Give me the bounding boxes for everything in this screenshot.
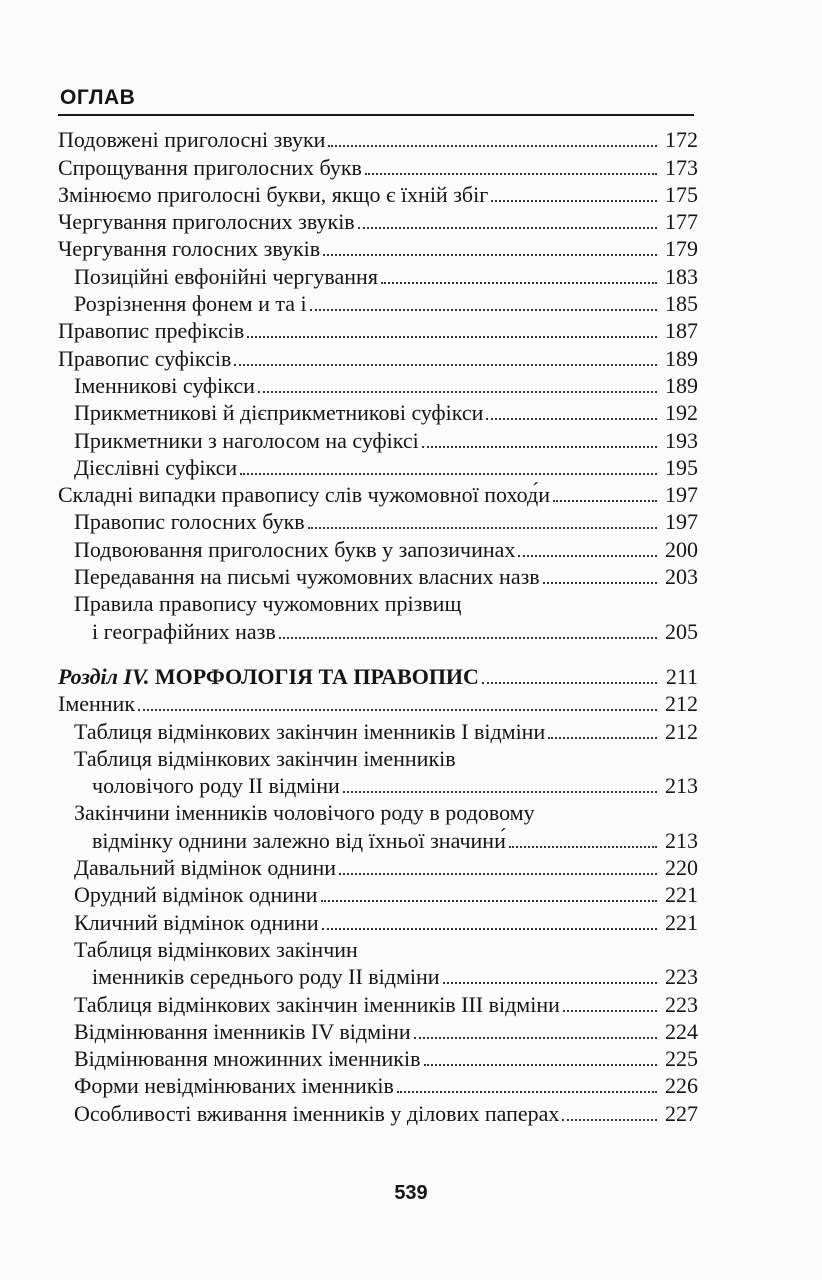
toc-entry: [58, 535, 698, 562]
toc-entry-title: Таблиця відмінкових закінчин іменників І відміни: [74, 718, 546, 744]
toc-entry-title: Подвоювання приголосних букв у запозичинах: [74, 536, 516, 562]
dot-leader: [414, 1036, 657, 1039]
toc-entry: [58, 745, 698, 772]
toc-entry: [58, 426, 698, 453]
toc-entry: [58, 1018, 698, 1045]
toc-entry-page: 212: [665, 718, 698, 744]
dot-leader: [553, 499, 657, 502]
toc-entry: [58, 181, 698, 208]
toc-entry-title: Правопис суфіксів: [58, 345, 232, 371]
toc-entry: [58, 908, 698, 935]
dot-leader: [422, 445, 657, 448]
dot-leader: [486, 417, 657, 420]
dot-leader: [322, 927, 657, 930]
toc-entry-page: 185: [665, 291, 698, 317]
toc-entry-page: 179: [665, 236, 698, 262]
toc-entry-title: Дієслівні суфікси: [74, 454, 238, 480]
dot-leader: [381, 281, 657, 284]
toc-entry: [58, 772, 698, 799]
page-header: [58, 86, 694, 116]
dot-leader: [518, 554, 657, 557]
toc-entry-page: 197: [665, 509, 698, 535]
toc-entry-page: 212: [665, 691, 698, 717]
section-label: Розділ IV.: [58, 663, 150, 689]
toc-entry-title: Іменник: [58, 691, 136, 717]
toc-entry-title: іменників середнього роду ІІ відміни: [92, 964, 440, 990]
toc-entry: [58, 317, 698, 344]
dot-leader: [343, 790, 657, 793]
toc-entry: [58, 990, 698, 1017]
dot-leader: [323, 253, 657, 256]
toc-entry-title: чоловічого роду ІІ відміни: [92, 773, 340, 799]
dot-leader: [258, 390, 657, 393]
toc-entry-page: 213: [665, 773, 698, 799]
toc-entry-title: Розрізнення фонем и та і: [74, 291, 307, 317]
toc-entry-title: Спрощування приголосних букв: [58, 154, 362, 180]
dot-leader: [310, 308, 657, 311]
toc-entry-page: 193: [665, 427, 698, 453]
toc-entry: [58, 717, 698, 744]
toc-entry-title: Прикметники з наголосом на суфіксі: [74, 427, 419, 453]
toc-entry-title: Складні випадки правопису слів чужомовної поход́и: [58, 482, 551, 508]
dot-leader: [365, 172, 657, 175]
dot-leader: [321, 899, 657, 902]
toc-entry: [58, 508, 698, 535]
toc-entry-page: 224: [665, 1018, 698, 1044]
toc-entry: [58, 826, 698, 853]
toc-entry-page: 189: [665, 345, 698, 371]
toc-entry-title: Змінюємо приголосні букви, якщо є їхній збіг: [58, 181, 489, 207]
toc-entry: [58, 153, 698, 180]
dot-leader: [563, 1009, 657, 1012]
toc-entry-page: 183: [665, 263, 698, 289]
toc-entry: [58, 590, 698, 617]
toc-entry-page: 175: [665, 181, 698, 207]
toc-entry: [58, 690, 698, 717]
toc-entry-title: і географійних назв: [92, 618, 276, 644]
toc-entry: [58, 372, 698, 399]
toc-entry: [58, 854, 698, 881]
toc-entry-page: 177: [665, 209, 698, 235]
toc-entry-page: 187: [665, 318, 698, 344]
toc-entry: [58, 1072, 698, 1099]
dot-leader: [240, 472, 657, 475]
toc-entry: [58, 344, 698, 371]
toc-entry-page: 223: [665, 964, 698, 990]
toc-entry-title: Іменникові суфікси: [74, 372, 255, 398]
toc-entry-title: Правопис голосних букв: [74, 509, 305, 535]
toc-entry-page: 189: [665, 372, 698, 398]
section-heading: [58, 663, 698, 690]
toc-entry-title: Таблиця відмінкових закінчин іменників ІІІ відміни: [74, 991, 560, 1017]
toc-entry-page: 227: [665, 1100, 698, 1126]
dot-leader: [443, 981, 657, 984]
toc-entry-title: Подовжені приголосні звуки: [58, 127, 326, 153]
toc-entry-title: Чергування приголосних звуків: [58, 209, 355, 235]
section-page: 211: [665, 663, 698, 689]
dot-leader: [482, 681, 657, 684]
toc-entry-page: 213: [665, 827, 698, 853]
toc-entry-page: 173: [665, 154, 698, 180]
toc-entry: [58, 208, 698, 235]
toc-entry-title: Чергування голосних звуків: [58, 236, 321, 262]
toc-entry-page: 226: [665, 1073, 698, 1099]
toc-entry-page: 197: [665, 482, 698, 508]
toc-entry-title: Прикметникові й дієприкметникові суфікси: [74, 400, 484, 426]
toc-entry-page: 225: [665, 1046, 698, 1072]
dot-leader: [491, 199, 657, 202]
dot-leader: [543, 581, 657, 584]
toc-entry-title: Форми невідмінюваних іменників: [74, 1073, 394, 1099]
toc-entry: [58, 936, 698, 963]
dot-leader: [279, 636, 657, 639]
toc-entry: [58, 1099, 698, 1126]
toc-entry-page: 172: [665, 127, 698, 153]
toc-entry-page: 200: [665, 536, 698, 562]
toc-entry-title: Передавання на письмі чужомовних власних назв: [74, 564, 540, 590]
toc-entry-title: Орудний відмінок однини: [74, 882, 318, 908]
toc-entry-title: Давальний відмінок однини: [74, 855, 337, 881]
toc-entry: [58, 563, 698, 590]
toc-entry-page: 205: [665, 618, 698, 644]
page-number: 539: [394, 1182, 428, 1204]
toc-entry-title: Таблиця відмінкових закінчин: [74, 936, 358, 962]
toc-entry: [58, 1045, 698, 1072]
toc-entry: [58, 126, 698, 153]
toc-entry-page: 223: [665, 991, 698, 1017]
table-of-contents: [58, 126, 698, 1127]
toc-entry-page: 221: [665, 882, 698, 908]
dot-leader: [562, 1118, 657, 1121]
toc-entry: [58, 262, 698, 289]
dot-leader: [308, 526, 657, 529]
toc-entry-page: 221: [665, 909, 698, 935]
toc-entry-title: Позиційні евфонійні чергування: [74, 263, 378, 289]
toc-entry-title: Правопис префіксів: [58, 318, 245, 344]
dot-leader: [328, 144, 657, 147]
section-heading-text: [58, 663, 479, 690]
dot-leader: [424, 1063, 658, 1066]
dot-leader: [234, 363, 657, 366]
dot-leader: [339, 872, 657, 875]
toc-entry-title: Кличний відмінок однини: [74, 909, 319, 935]
toc-entry-title: відмінку однини залежно від їхньої значини́: [92, 827, 506, 853]
dot-leader: [548, 736, 657, 739]
toc-entry: [58, 399, 698, 426]
toc-entry: [58, 799, 698, 826]
toc-entry-page: 195: [665, 454, 698, 480]
toc-entry-title: Особливості вживання іменників у ділових паперах: [74, 1100, 560, 1126]
dot-leader: [358, 226, 657, 229]
toc-entry-title: Правила правопису чужомовних прізвищ: [74, 591, 462, 617]
section-title: МОРФОЛОГІЯ ТА ПРАВОПИС: [154, 663, 479, 689]
toc-entry-page: 220: [665, 855, 698, 881]
toc-entry: [58, 481, 698, 508]
dot-leader: [138, 708, 657, 711]
toc-entry: [58, 290, 698, 317]
toc-entry: [58, 235, 698, 262]
toc-entry: [58, 963, 698, 990]
toc-entry-title: Відмінювання множинних іменників: [74, 1046, 421, 1072]
toc-entry: [58, 454, 698, 481]
header-title: ОГЛАВ: [60, 86, 136, 109]
toc-entry-title: Закінчини іменників чоловічого роду в родовому: [74, 800, 535, 826]
toc-entry-title: Таблиця відмінкових закінчин іменників: [74, 745, 456, 771]
toc-entry-page: 192: [665, 400, 698, 426]
dot-leader: [247, 335, 657, 338]
dot-leader: [509, 845, 657, 848]
toc-entry: [58, 617, 698, 644]
toc-entry: [58, 881, 698, 908]
toc-entry-page: 203: [665, 564, 698, 590]
toc-entry-title: Відмінювання іменників IV відміни: [74, 1018, 411, 1044]
dot-leader: [397, 1090, 657, 1093]
